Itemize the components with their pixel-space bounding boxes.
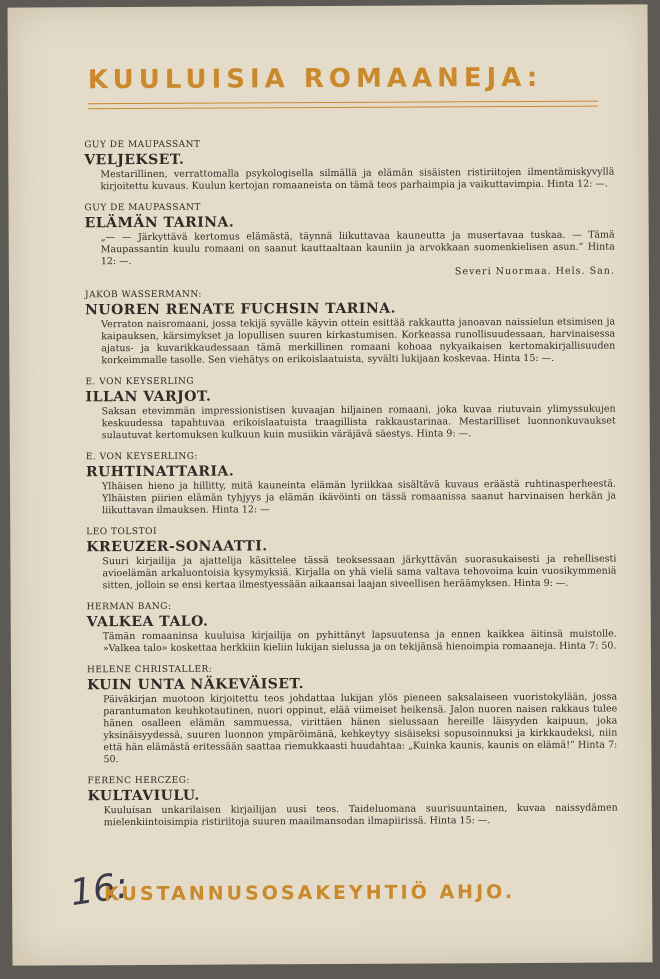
book-title: NUOREN RENATE FUCHSIN TARINA.	[85, 300, 397, 319]
book-description: Ylhäisen hieno ja hillitty, mitä kauneinta elämän lyriikkaa sisältävä kuvaus eräästä ruhtinasperheestä. Ylhäisten piirien elämän tyhjyys ja elämän ikävöinti on tässä romaanissa saanut harvinaisen herkän ja liikuttavan ilmauksen. Hinta 12: —	[101, 478, 617, 517]
book-title: KUIN UNTA NÄKEVÄISET.	[87, 676, 305, 694]
author-name: JAKOB WASSERMANN:	[84, 289, 202, 301]
title-divider	[88, 101, 598, 110]
author-name: LEO TOLSTOI	[86, 526, 158, 538]
book-description: Verraton naisromaani, jossa tekijä syvälle käyvin ottein esittää rakkautta janoavan naissielun etsimisen ja kaipauksen, kärsimykset ja lopullisen suuren kirkastumisen. Korkeassa runollisuudessaan, harvinaisessa ajatus- ja kuvarikkaudessaan tämä merkillinen romaani kohoaa nykyaikaisen kertomakirjallisuuden korkeimmalle tasolle. Sen viehätys on erikoislaatuista, syvälti lukijaan koskevaa. Hinta 15: —.	[101, 316, 616, 367]
book-title: VELJEKSET.	[84, 151, 185, 169]
author-name: HELENE CHRISTALLER:	[86, 664, 213, 676]
book-title: ELÄMÄN TARINA.	[84, 214, 235, 232]
list-item	[87, 599, 617, 656]
list-item	[88, 772, 618, 829]
author-name: GUY DE MAUPASSANT	[84, 202, 201, 214]
publisher-name: KUSTANNUSOSAKEYHTIÖ AHJO.	[104, 881, 516, 906]
book-description: Suuri kirjailija ja ajattelija käsittelee tässä teoksessaan järkyttävän suorasukaisesti ja rehellisesti avioelämän arkaluontoisia kysymyksiä. Kirjalla on yhä vielä sama valtava tehovoima kuin vuosikymmeniä sitten, jolloin se ensi kertaa ilmestyessään aikaansai laajan siveellisen heräämyksen. Hinta 9: —.	[102, 553, 617, 592]
book-title: ILLAN VARJOT.	[85, 388, 212, 406]
book-description: Saksan etevimmän impressionistisen kuvaajan hiljainen romaani, joka kuvaa riutuvain ylimyssukujen keskuudessa tapahtuvaa erikoislaatuista traagillista rakkaustarinaa. Mestarilliset luonnonkuvaukset sulautuvat kertomuksen kulkuun kuin musiikin väräjävä säestys. Hinta 9: —.	[101, 403, 616, 442]
book-back-cover	[7, 4, 652, 965]
author-name: E. VON KEYSERLING:	[85, 451, 199, 463]
author-name: GUY DE MAUPASSANT	[84, 139, 201, 151]
list-item	[86, 449, 616, 518]
list-item	[85, 200, 615, 281]
book-description: Mestarillinen, verrattomalla psykologisella silmällä ja elämän sisäisten ristiriitojen ilmentämiskyvyllä kirjoitettu kuvaus. Kuulun kertojan romaaneista on tämä teos parhaimpia ja vaikuttavimpia. Hinta 12: —.	[100, 166, 615, 193]
book-description: Päiväkirjan muotoon kirjoitettu teos johdattaa lukijan ylös pieneen saksalaiseen vuoristokylään, jossa parantumaton keuhkotautinen, nuori oppinut, elää viimeiset heikensä. Jalon nuoren naisen rakkaus tulee hänen osalleen elämän sammuessa, virittäen hänen sielussaan hereille läisyyden kaipuun, joka yksinäisyydessä, suuren luonnon ympäröimänä, kehkeytyy sisäiseksi sopusoinnuksi ja kirkkaudeksi, niin että hän elämästä eritessään saattaa riemukkaasti huudahtaa: „Kuinka kaunis, kaunis on elämä!” Hinta 7: 50.	[103, 691, 618, 766]
list-item	[84, 137, 614, 194]
list-item	[85, 374, 615, 443]
book-list	[84, 137, 618, 839]
book-description: „— — Järkyttävä kertomus elämästä, täynnä liikuttavaa kauneutta ja musertavaa tuskaa. — Tämä Maupassantin kuulu romaani on saanut kauttaaltaan kauniin ja arvokkaan suomenkielisen asun.” Hinta 12: —.	[100, 229, 615, 268]
book-title: KULTAVIULU.	[87, 787, 200, 805]
book-title: KREUZER-SONAATTI.	[86, 538, 268, 556]
list-item	[85, 287, 615, 368]
book-title: RUHTINATTARIA.	[85, 463, 235, 481]
book-description: Tämän romaaninsa kuuluisa kirjailija on pyhittänyt lapsuutensa ja ennen kaikkea äitinsä muistolle. »Valkea talo» koskettaa herkkiin kieliin lukijan sielussa ja on tekijänsä hienoimpia romaaneja. Hinta 7: 50.	[102, 628, 617, 655]
list-item	[86, 524, 616, 593]
page-title: KUULUISIA ROMAANEJA:	[87, 62, 543, 96]
book-title: VALKEA TALO.	[86, 613, 209, 631]
author-name: HERMAN BANG:	[86, 601, 172, 613]
handwritten-price: 16:	[67, 865, 131, 915]
author-name: E. VON KEYSERLING	[85, 376, 195, 388]
book-description: Kuuluisan unkarilaisen kirjailijan uusi teos. Taideluomana suurisuuntainen, kuvaa naissydämen mielenkiintoisimpia ristiriitoja suuren maailmansodan ilmapiirissä. Hinta 15: —.	[103, 802, 618, 829]
review-signature: Severi Nuormaa. Hels. San.	[454, 265, 615, 278]
list-item	[87, 662, 618, 767]
author-name: FERENC HERCZEG:	[87, 775, 190, 787]
